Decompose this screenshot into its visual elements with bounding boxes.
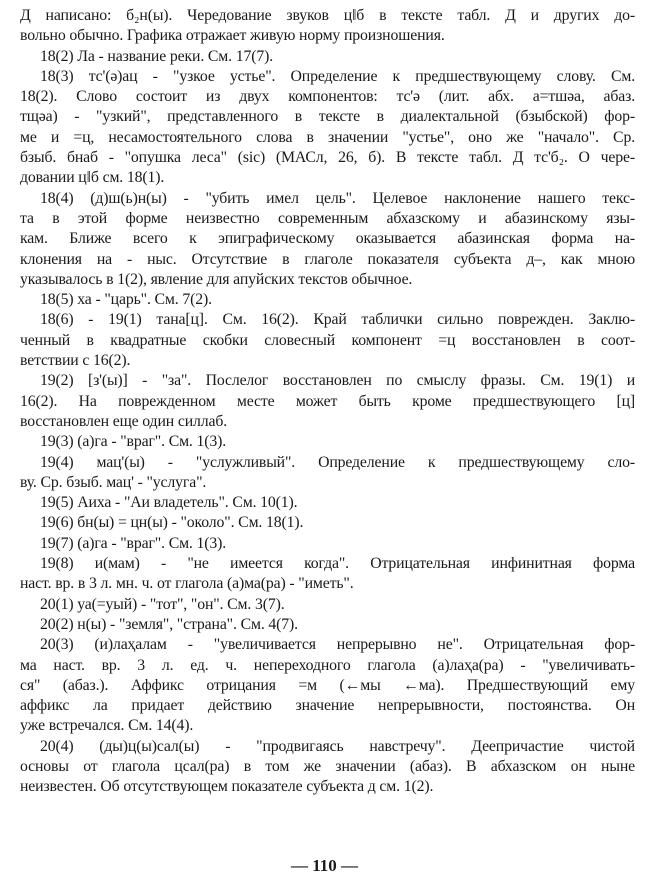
text-body [20, 6, 635, 798]
text-line: кам. Ближе всего к эпиграфическому оказывается абазинская форма на- [20, 230, 635, 248]
text-line: ма наст. вр. 3 л. ед. ч. непереходного глагола (а)лаҳа(ра) - "увеличивать- [20, 656, 635, 674]
text-line: 18(5) ха - "царь". См. 7(2). [40, 291, 212, 309]
text-line: 19(4) мац'(ы) - "услужливый". Определение к предшествующему сло- [40, 453, 635, 471]
text-line: ву. Ср. бзыб. мац' - "услуга". [20, 473, 207, 491]
text-line: 19(3) (а)га - "враг". См. 1(3). [40, 433, 227, 451]
text-line: ченный в квадратные скобки словесный компонент =ц восстановлен в соот- [20, 331, 635, 349]
text-line: довании ц‖б см. 18(1). [20, 169, 165, 187]
text-line: уже встречался. См. 14(4). [20, 717, 194, 735]
text-line: аффикс ла придает действию значение непрерывности, постоянства. Он [20, 697, 635, 715]
text-line: 18(6) - 19(1) тана[ц]. См. 16(2). Край таблички сильно поврежден. Заклю- [40, 311, 635, 329]
page-number: — 110 — [290, 856, 359, 875]
text-line: 16(2). На поврежденном месте может быть кроме предшествующего [ц] [20, 392, 635, 410]
text-line: бзыб. бнаб - "опушка леса" (sic) (МАСл, 26, б). В тексте табл. Д тс'б₂. О чере- [20, 149, 635, 167]
text-line: основы от глагола цсал(ра) в том же значении (абаз). В абхазском он ныне [20, 757, 635, 775]
text-line: 18(2). Слово состоит из двух компонентов: тс'ә (лит. абх. а=тшәа, абаз. [20, 88, 635, 106]
text-line: вольно обычно. Графика отражает живую норму произношения. [20, 27, 445, 45]
text-line: 19(6) бн(ы) = цн(ы) - "около". См. 18(1). [40, 514, 304, 532]
text-line: 19(5) Аиха - "Аи владетель". См. 10(1). [40, 494, 298, 512]
text-line: тщәа) - "узкий", представленного в тексте в диалектальной (бзыбской) фор- [20, 108, 635, 126]
text-line: 19(7) (а)га - "враг". См. 1(3). [40, 534, 227, 552]
text-line: 19(2) [з'(ы)] - "за". Послелог восстановлен по смыслу фразы. См. 19(1) и [40, 372, 635, 390]
text-line: неизвестен. Об отсутствующем показателе субъекта д см. 1(2). [20, 778, 434, 796]
text-line: клонения на - ныс. Отсутствие в глаголе показателя субъекта д–, как мною [20, 250, 635, 268]
text-line: Д написано: б₂н(ы). Чередование звуков ц‖б в тексте табл. Д и других до- [20, 7, 635, 24]
text-line: ме и =ц, несамостоятельного слова в значении "устье", оно же "начало". Ср. [20, 128, 635, 146]
text-line: та в этой форме неизвестно современным абхазскому и абазинскому язы- [20, 209, 635, 227]
text-line: ся" (абаз.). Аффикс отрицания =м (←мы ←ма). Предшествующий ему [20, 676, 635, 694]
text-line: 18(3) тс'(ә)ац - "узкое устье". Определение к предшествующему слову. См. [40, 67, 635, 85]
text-line: 18(2) Ла - название реки. См. 17(7). [40, 47, 274, 65]
text-line: 20(1) уа(=уый) - "тот", "он". См. 3(7). [40, 595, 285, 613]
text-line: ветствии с 16(2). [20, 352, 131, 370]
text-line: 18(4) (д)ш(ь)н(ы) - "убить имел цель". Целевое наклонение нашего текс- [40, 189, 635, 207]
text-line: 20(4) (ды)ц(ы)сал(ы) - "продвигаясь навстречу". Деепричастие чистой [40, 737, 635, 755]
text-line: 20(3) (и)лаҳалам - "увеличивается непрерывно не". Отрицательная фор- [40, 636, 635, 654]
text-line: 20(2) н(ы) - "земля", "страна". См. 4(7). [40, 615, 298, 633]
text-line: 19(8) и(мам) - "не имеется когда". Отрицательная инфинитная форма [40, 555, 635, 573]
text-line: наст. вр. в 3 л. мн. ч. от глагола (а)ма(ра) - "иметь". [20, 575, 354, 593]
text-line: указывалось в 1(2), явление для апуйских текстов обычное. [20, 270, 413, 288]
text-line: восстановлен еще один силлаб. [20, 412, 228, 430]
